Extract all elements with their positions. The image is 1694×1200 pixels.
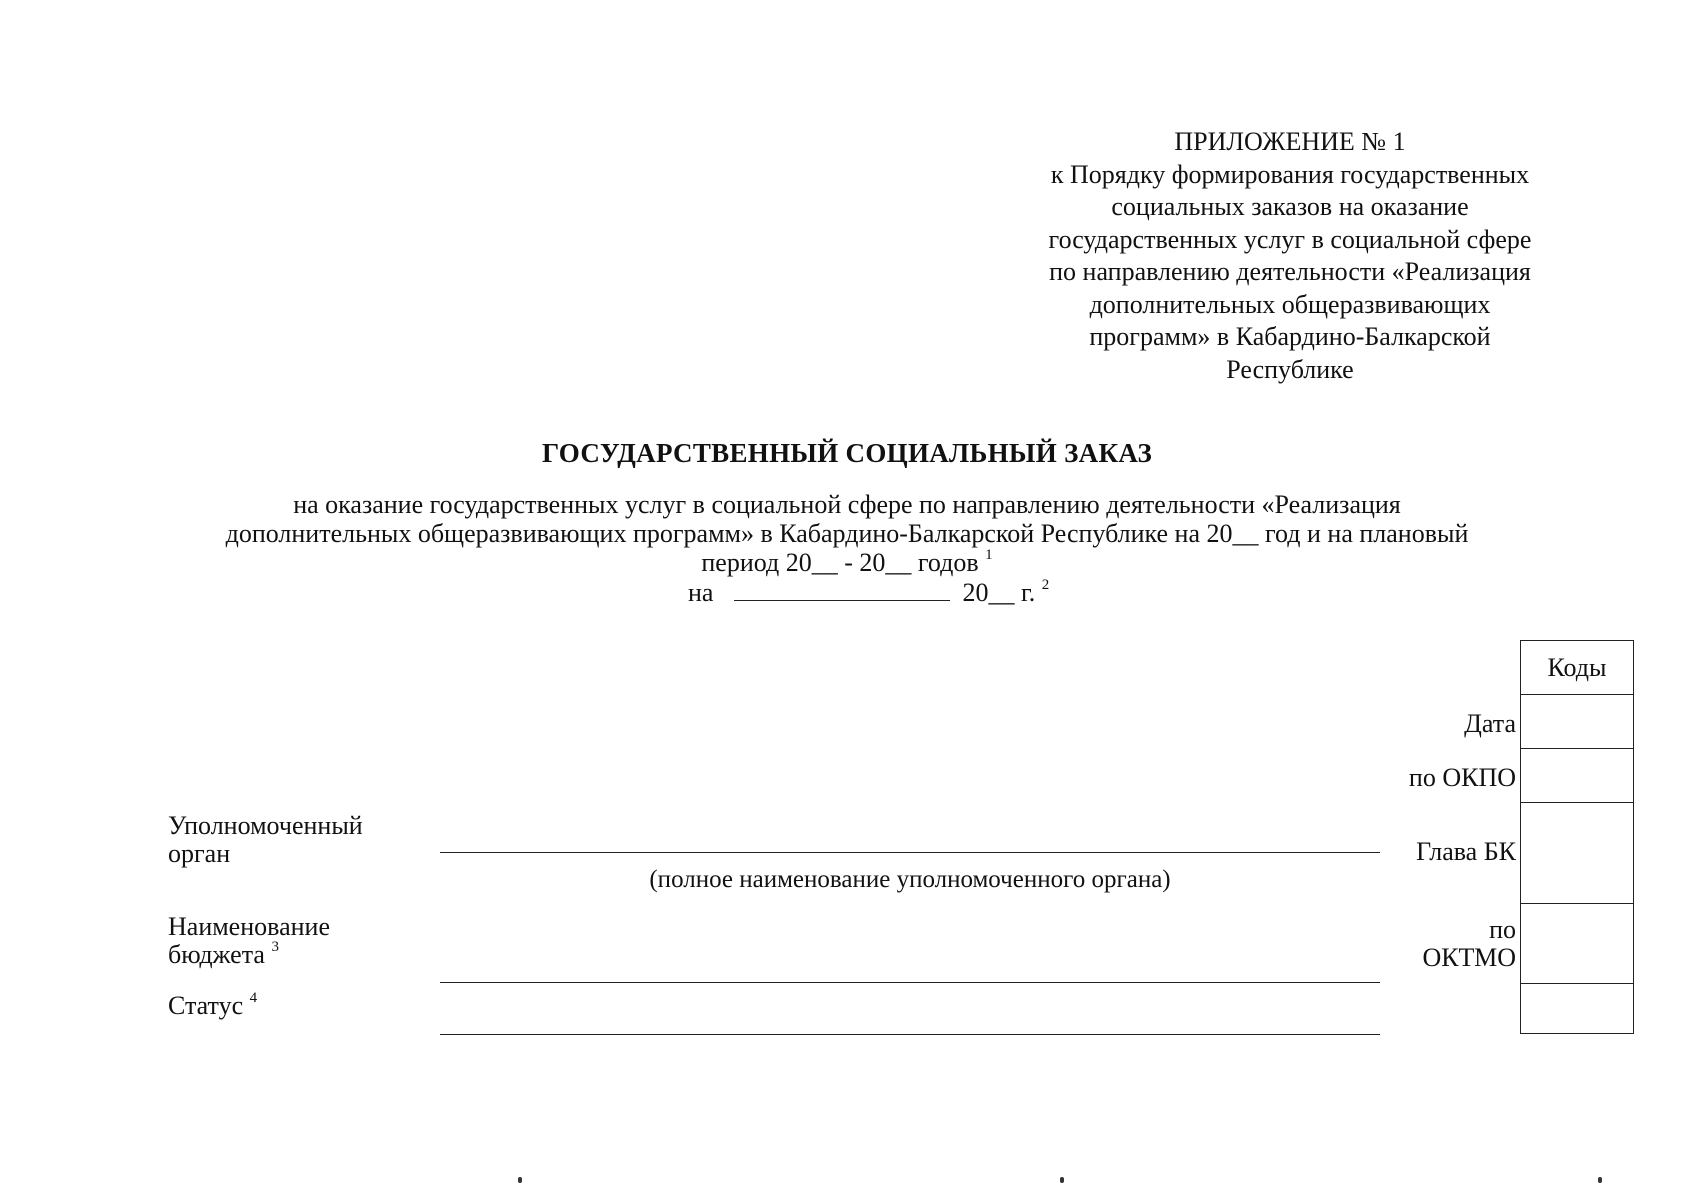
appendix-line: программ» в Кабардино-Балкарской xyxy=(1089,322,1491,351)
date-line xyxy=(688,578,1049,608)
footnote-ref-1: 1 xyxy=(985,547,993,563)
label-oktmo-line-1: по xyxy=(1489,915,1516,944)
label-glava-bk: Глава БК xyxy=(1416,837,1516,866)
scan-dot xyxy=(1598,1177,1602,1183)
date-year: 20__ г. xyxy=(962,578,1036,607)
budget-fill-line[interactable] xyxy=(440,982,1380,983)
subtitle-line-2: дополнительных общеразвивающих программ» в Кабардино-Балкарской Республике на 20__ год и на плановый xyxy=(225,519,1469,548)
status-fill-line[interactable] xyxy=(440,1034,1380,1035)
label-budget-line-2 xyxy=(168,941,330,969)
appendix-line: государственных услуг в социальной сфере xyxy=(1048,224,1532,254)
label-authority-line-1: Уполномоченный xyxy=(168,811,363,840)
label-authority-line-2: орган xyxy=(168,839,231,868)
appendix-line: дополнительных общеразвивающих xyxy=(1089,289,1491,319)
label-okpo: по ОКПО xyxy=(1408,763,1516,792)
appendix-line: к Порядку формирования государственных xyxy=(1050,159,1530,189)
label-oktmo-line-2: ОКТМО xyxy=(1422,943,1516,972)
subtitle-line-3 xyxy=(0,548,1694,578)
appendix-line: по направлению деятельности «Реализация xyxy=(1049,257,1531,286)
appendix-header xyxy=(1000,126,1580,386)
label-budget-line-1: Наименование xyxy=(168,912,330,941)
authority-hint: (полное наименование уполномоченного органа) xyxy=(649,866,1171,893)
subtitle-line-1: на оказание государственных услуг в социальной сфере по направлению деятельности «Реализация xyxy=(293,490,1401,519)
code-cell-date[interactable] xyxy=(1521,695,1633,749)
appendix-line: Республике xyxy=(1226,354,1354,384)
appendix-line: ПРИЛОЖЕНИЕ № 1 xyxy=(1174,127,1406,156)
footnote-ref-3: 3 xyxy=(271,939,279,955)
budget-text: бюджета xyxy=(168,940,265,969)
scan-dot xyxy=(1060,1177,1064,1183)
codes-table xyxy=(1520,640,1634,1034)
codes-header: Коды xyxy=(1521,641,1633,695)
period-text: период 20__ - 20__ годов xyxy=(701,548,979,577)
scan-dot xyxy=(518,1177,522,1183)
footnote-ref-2: 2 xyxy=(1041,577,1050,593)
label-budget xyxy=(168,913,330,969)
code-cell-status[interactable] xyxy=(1521,984,1633,1034)
code-cell-glava-bk[interactable] xyxy=(1521,803,1633,904)
code-cell-oktmo[interactable] xyxy=(1521,904,1633,984)
document-title: ГОСУДАРСТВЕННЫЙ СОЦИАЛЬНЫЙ ЗАКАЗ xyxy=(542,438,1152,468)
label-authority xyxy=(168,812,363,868)
label-status xyxy=(168,992,257,1020)
date-prefix: на xyxy=(688,578,714,607)
appendix-line: социальных заказов на оказание xyxy=(1111,192,1469,221)
status-text: Статус xyxy=(168,991,244,1020)
footnote-ref-4: 4 xyxy=(249,990,258,1006)
code-cell-okpo[interactable] xyxy=(1521,749,1633,803)
date-blank-field[interactable] xyxy=(734,582,950,601)
authority-fill-line[interactable] xyxy=(440,852,1380,853)
label-date: Дата xyxy=(1464,709,1516,738)
label-oktmo xyxy=(1422,916,1516,972)
